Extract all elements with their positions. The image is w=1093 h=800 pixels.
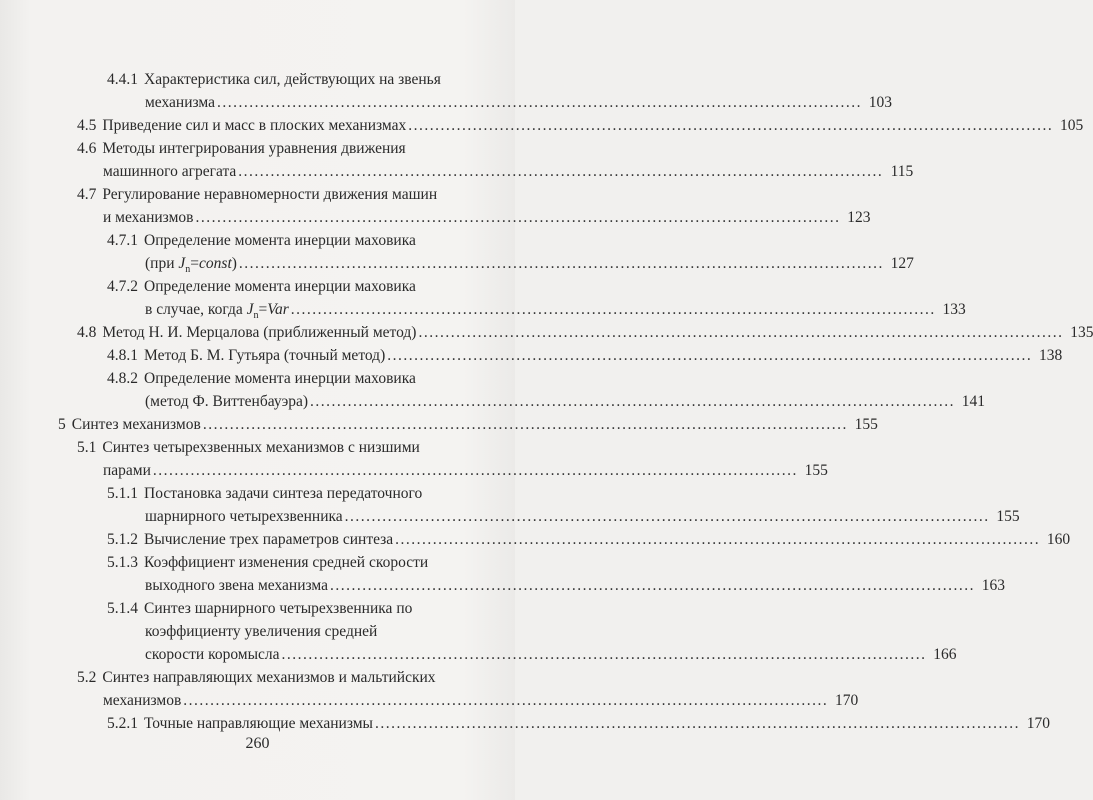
leader-dots: ........................................................................................................................	[238, 163, 884, 180]
toc-entry-title: Регулирование неравномерности движения машин	[102, 186, 438, 203]
leader-dots: ........................................................................................................................	[183, 692, 829, 709]
toc-entry-line	[107, 344, 1063, 367]
toc-entry-line	[107, 620, 498, 643]
toc-entry-number: 5.2.1	[107, 715, 138, 732]
toc-entry-title: (метод Ф. Виттенбауэра)	[145, 393, 309, 410]
toc-entry-line	[77, 459, 828, 482]
toc-entry-title: Точные направляющие механизмы	[144, 715, 373, 732]
toc-entry-line	[107, 482, 498, 505]
toc-entry-title: в случае, когда $J_n=Var$	[145, 301, 289, 322]
toc-page-number: 141	[961, 393, 986, 410]
toc-entry-title: шарнирного четырехзвенника	[145, 508, 343, 525]
toc-entry-number: 5	[58, 416, 66, 433]
toc-entry-number: 5.1	[77, 439, 97, 456]
toc-entry-number: 4.5	[77, 117, 97, 134]
toc-entry-line	[107, 574, 1005, 597]
toc-entry-line	[58, 413, 878, 436]
toc-page-number: 170	[835, 692, 859, 709]
toc-entry-title: Метод Б. М. Гутьяра (точный метод)	[144, 347, 386, 364]
toc-entry	[107, 344, 1063, 367]
toc-entry-title: Синтез механизмов	[71, 416, 201, 433]
leader-dots: ........................................................................................................................	[202, 416, 848, 433]
toc-entry-number: 5.1.4	[107, 600, 138, 617]
page-number: 260	[245, 735, 270, 752]
toc-entry-title: Методы интегрирования уравнения движения	[102, 140, 406, 157]
toc-entry-title: парами	[103, 462, 151, 479]
leader-dots: ........................................................................................................................	[387, 347, 1033, 364]
toc-page-number: 115	[890, 163, 914, 180]
toc-entry-line	[77, 666, 498, 689]
toc-entry-number: 5.1.3	[107, 554, 138, 571]
leader-dots: ........................................................................................................................	[344, 508, 990, 525]
toc-entry-number: 4.8	[77, 324, 97, 341]
toc-entry-title: (при $J_n=const$)	[145, 255, 237, 276]
toc-page-number: 103	[868, 94, 892, 111]
toc-entry-title: машинного агрегата	[103, 163, 237, 180]
toc-entry-line	[77, 689, 859, 712]
leader-dots: ........................................................................................................................	[238, 255, 884, 272]
toc-entry-line	[107, 91, 892, 114]
toc-entry-title: Метод Н. И. Мерцалова (приближенный метод)	[102, 324, 417, 341]
toc-entry-line	[77, 114, 1084, 137]
toc-entry-line	[107, 505, 1020, 528]
toc-entry-title: Синтез шарнирного четырехзвенника по	[144, 600, 413, 617]
toc-entry	[58, 413, 878, 436]
toc-entry-number: 5.1.1	[107, 485, 138, 502]
toc-entry-title: Характеристика сил, действующих на звенья	[144, 71, 441, 88]
toc-entry	[107, 68, 892, 114]
toc-entry-number: 4.6	[77, 140, 97, 157]
toc-entry	[107, 528, 1071, 551]
toc-entry	[77, 666, 859, 712]
toc-entry	[77, 137, 914, 183]
toc-entry	[107, 229, 914, 276]
toc-entry-title: и механизмов	[103, 209, 194, 226]
toc-entry	[107, 551, 1005, 597]
toc-entry-line	[107, 229, 498, 252]
leader-dots: ........................................................................................................................	[395, 531, 1041, 548]
toc-entry-line	[77, 206, 871, 229]
leader-dots: ........................................................................................................................	[152, 462, 798, 479]
toc-entry-number: 4.8.1	[107, 347, 138, 364]
leader-dots: ........................................................................................................................	[374, 715, 1020, 732]
toc-page-number: 123	[847, 209, 871, 226]
toc-entry-number: 5.2	[77, 669, 97, 686]
leader-dots: ........................................................................................................................	[195, 209, 841, 226]
toc-entry-number: 4.8.2	[107, 370, 138, 387]
toc-entry-line	[107, 275, 498, 298]
toc-entry-line	[77, 160, 914, 183]
toc-entry-title: Приведение сил и масс в плоских механизмах	[102, 117, 407, 134]
toc-entry	[107, 482, 1020, 528]
leader-dots: ........................................................................................................................	[408, 117, 1054, 134]
toc-entry-title: Постановка задачи синтеза передаточного	[144, 485, 423, 502]
toc-entry-line	[77, 321, 1093, 344]
toc-entry-line	[107, 597, 498, 620]
toc-page-number: 127	[890, 255, 914, 272]
leader-dots: ........................................................................................................................	[418, 324, 1064, 341]
toc-entry-number: 4.4.1	[107, 71, 138, 88]
toc-entry-title: Коэффициент изменения средней скорости	[144, 554, 429, 571]
toc-entry-title: Вычисление трех параметров синтеза	[144, 531, 394, 548]
toc-entry	[77, 114, 1084, 137]
toc-entry-line	[107, 298, 966, 322]
toc-entry-line	[107, 367, 498, 390]
toc-entry-line	[107, 252, 914, 276]
toc-entry-number: 5.1.2	[107, 531, 138, 548]
toc-entry	[77, 183, 871, 229]
toc-entry-line	[107, 643, 957, 666]
toc-page-number: 138	[1038, 347, 1063, 364]
toc-entry	[77, 436, 828, 482]
toc-entry-title: выходного звена механизма	[145, 577, 328, 594]
toc-page-number: 166	[933, 646, 957, 663]
toc-entry-line	[77, 183, 498, 206]
leader-dots: ........................................................................................................................	[290, 301, 936, 318]
toc-page-number: 155	[804, 462, 828, 479]
leader-dots: ........................................................................................................................	[330, 577, 975, 594]
toc-page-number: 105	[1059, 117, 1084, 134]
toc-entry-number: 4.7.1	[107, 232, 138, 249]
toc-entry-title: коэффициенту увеличения средней	[145, 623, 378, 640]
toc-entry-title: Определение момента инерции маховика	[144, 232, 416, 249]
toc-entry	[77, 321, 1093, 344]
toc-entry-number: 4.7	[77, 186, 97, 203]
toc-page-number: 135	[1070, 324, 1093, 341]
toc-page-number: 133	[942, 301, 966, 318]
toc-entry	[107, 712, 1050, 735]
leader-dots: ........................................................................................................................	[310, 393, 956, 410]
toc-entry	[107, 275, 966, 322]
toc-entry-line	[107, 712, 1050, 735]
toc-entry-title: скорости коромысла	[145, 646, 280, 663]
toc-entry	[107, 597, 957, 666]
toc-entry-title: механизма	[145, 94, 215, 111]
toc-page-number: 155	[854, 416, 878, 433]
toc-page-number: 170	[1026, 715, 1050, 732]
toc-page-number: 163	[981, 577, 1005, 594]
toc-entry-number: 4.7.2	[107, 278, 138, 295]
toc-entry-line	[77, 137, 498, 160]
toc-entry-line	[107, 528, 1071, 551]
toc-entry-line	[107, 390, 986, 413]
toc-entry-title: Определение момента инерции маховика	[144, 278, 416, 295]
toc-entry	[107, 367, 986, 413]
toc-page-number: 155	[996, 508, 1020, 525]
toc-entry-line	[107, 68, 498, 91]
toc-entry-line	[77, 436, 498, 459]
leader-dots: ........................................................................................................................	[217, 94, 862, 111]
toc-entry-title: Синтез направляющих механизмов и мальтийских	[102, 669, 436, 686]
toc-page-number: 160	[1046, 531, 1071, 548]
toc-entry-title: Определение момента инерции маховика	[144, 370, 416, 387]
toc-entry-title: механизмов	[103, 692, 182, 709]
toc-entry-title: Синтез четырехзвенных механизмов с низшими	[102, 439, 420, 456]
toc-entry-line	[107, 551, 498, 574]
leader-dots: ........................................................................................................................	[281, 646, 927, 663]
